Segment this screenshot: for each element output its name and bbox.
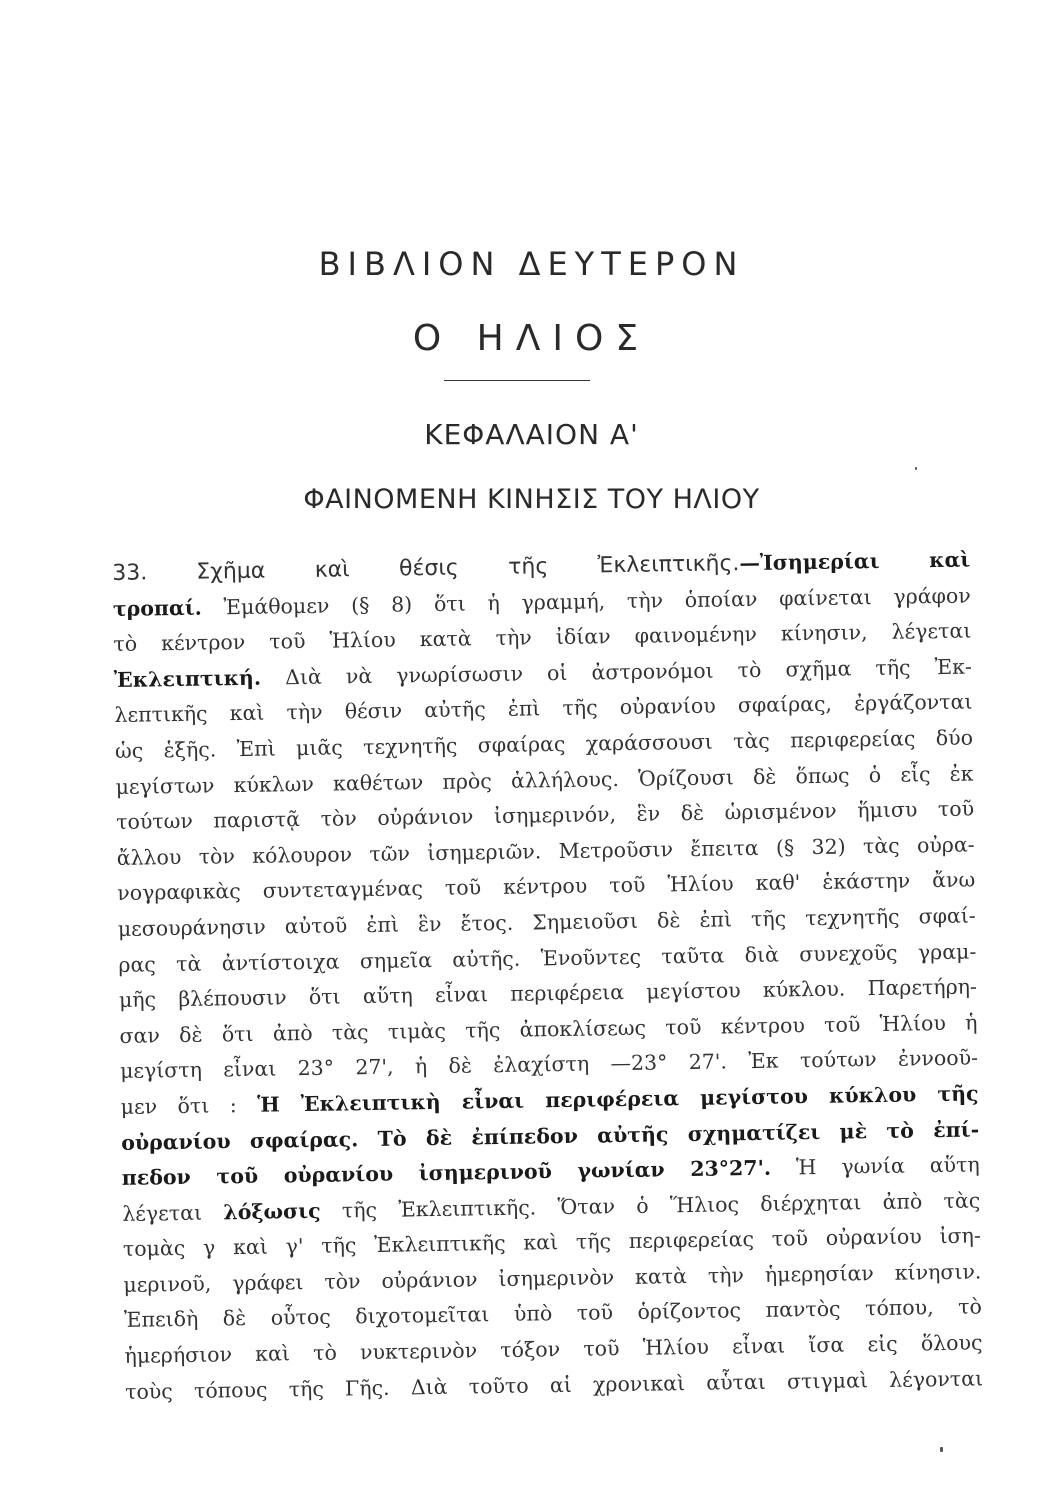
body-text xyxy=(112,543,983,1411)
text-line: λεπτικῆς καὶ τὴν θέσιν αὐτῆς ἐπὶ τῆς οὐρανίου σφαίρας, ἐργάζονται xyxy=(114,689,973,728)
text-line: ἡμερήσιον καὶ τὸ νυκτερινὸν τόξον τοῦ Ἡλίου εἶναι ἴσα εἰς ὅλους xyxy=(124,1330,983,1368)
term-ekleiptiki: Ἐκλειπτική. xyxy=(113,665,262,692)
text-span: λέγεται xyxy=(122,1200,203,1226)
text-span: τῆς Ἐκλειπτικῆς. Ὅταν ὁ Ἥλιος διέρχηται ἀπὸ τὰς xyxy=(341,1188,981,1223)
text-line: σαν δὲ ὅτι ἀπὸ τὰς τιμὰς τῆς ἀποκλίσεως τοῦ κέντρου τοῦ Ἡλίου ἡ xyxy=(119,1010,978,1048)
book-title: ΒΙΒΛΙΟΝ ΔΕΥΤΕΡΟΝ xyxy=(318,245,745,283)
text-line: ἄλλου τὸν κόλουρον τῶν ἰσημεριῶν. Μετροῦσιν ἔπειτα (§ 32) τὰς οὐρα- xyxy=(116,832,975,870)
text-line: ρας τὰ ἀντίστοιχα σημεῖα αὐτῆς. Ἑνοῦντες ταῦτα διὰ συνεχοῦς γραμ- xyxy=(118,939,977,977)
paper-speck xyxy=(915,467,917,470)
text-line: τομὰς γ καὶ γ' τῆς Ἐκλειπτικῆς καὶ τῆς περιφερείας τοῦ οὐρανίου ἰση- xyxy=(122,1223,981,1262)
text-line: μεσουράνησιν αὐτοῦ ἐπὶ ἓν ἔτος. Σημειοῦσι δὲ ἐπὶ τῆς τεχνητῆς σφαί- xyxy=(117,903,976,941)
definition-bold: Ἡ Ἐκλειπτικὴ εἶναι περιφέρεια μεγίστου κύκλου τῆς xyxy=(257,1081,979,1117)
section-title: Σχῆμα καὶ θέσις τῆς Ἐκλειπτικῆς. xyxy=(196,551,740,585)
text-line: νογραφικὰς συντεταγμένας τοῦ κέντρου τοῦ Ἡλίου καθ' ἑκάστην ἄνω xyxy=(117,867,976,906)
text-span: Ἡ γωνία αὕτη xyxy=(795,1152,980,1180)
part-title: Ο ΗΛΙΟΣ xyxy=(412,318,651,359)
paper-speck xyxy=(940,1447,943,1452)
section-subtitle-cont: τροπαί. xyxy=(112,595,202,621)
text-line: Ἐπειδὴ δὲ οὗτος διχοτομεῖται ὑπὸ τοῦ ὁρίζοντος παντὸς τόπου, τὸ xyxy=(123,1294,983,1333)
text-line: τούτων παριστᾷ τὸν οὐράνιον ἰσημερινόν, ἓν δὲ ὡρισμένον ἥμισυ τοῦ xyxy=(115,796,975,835)
text-line: τὸ κέντρον τοῦ Ἡλίου κατὰ τὴν ἰδίαν φαινομένην κίνησιν, λέγεται xyxy=(113,618,972,657)
text-span: μεν ὅτι : xyxy=(120,1093,237,1119)
title-divider xyxy=(444,380,590,381)
text-line-bold: οὐρανίου σφαίρας. Τὸ δὲ ἐπίπεδον αὐτῆς σχηματίζει μὲ τὸ ἐπί- xyxy=(121,1116,980,1155)
text-span: Διὰ νὰ γνωρίσωσιν οἱ ἀστρονόμοι τὸ σχῆμα τῆς Ἐκ- xyxy=(284,654,973,690)
text-line: μεγίστων κύκλων καθέτων πρὸς ἀλλήλους. Ὁρίζουσι δὲ ὅπως ὁ εἷς ἐκ xyxy=(115,761,974,799)
chapter-label: ΚΕΦΑΛΑΙΟΝ Α' xyxy=(424,418,639,451)
term-loxosis: λόξωσις xyxy=(223,1198,321,1225)
text-line: ὡς ἑξῆς. Ἐπὶ μιᾶς τεχνητῆς σφαίρας χαράσσουσι τὰς περιφερείας δύο xyxy=(114,725,974,763)
chapter-title: ΦΑΙΝΟΜΕΝΗ ΚΙΝΗΣΙΣ ΤΟΥ ΗΛΙΟΥ xyxy=(303,484,760,515)
text-span: Ἐμάθομεν (§ 8) ὅτι ἡ γραμμή, τὴν ὁποίαν φαίνεται γράφον xyxy=(223,583,971,619)
section-number: 33. xyxy=(112,560,148,586)
text-line: μερινοῦ, γράφει τὸν οὐράνιον ἰσημερινὸν κατὰ τὴν ἡμερησίαν κίνησιν. xyxy=(123,1259,982,1297)
section-subtitle: —Ἰσημερίαι καὶ xyxy=(739,547,971,576)
text-line: τοὺς τόπους τῆς Γῆς. Διὰ τοῦτο αἱ χρονικαὶ αὗται στιγμαὶ λέγονται xyxy=(124,1366,984,1404)
text-line: μῆς βλέπουσιν ὅτι αὕτη εἶναι περιφέρεια μεγίστου κύκλου. Παρετήρη- xyxy=(118,974,978,1013)
definition-bold-end: πεδον τοῦ οὐρανίου ἰσημερινοῦ γωνίαν 23°27'. xyxy=(121,1155,772,1191)
text-line: μεγίστη εἶναι 23° 27', ἡ δὲ ἐλαχίστη —23° 27'. Ἐκ τούτων ἐννοοῦ- xyxy=(119,1045,979,1084)
